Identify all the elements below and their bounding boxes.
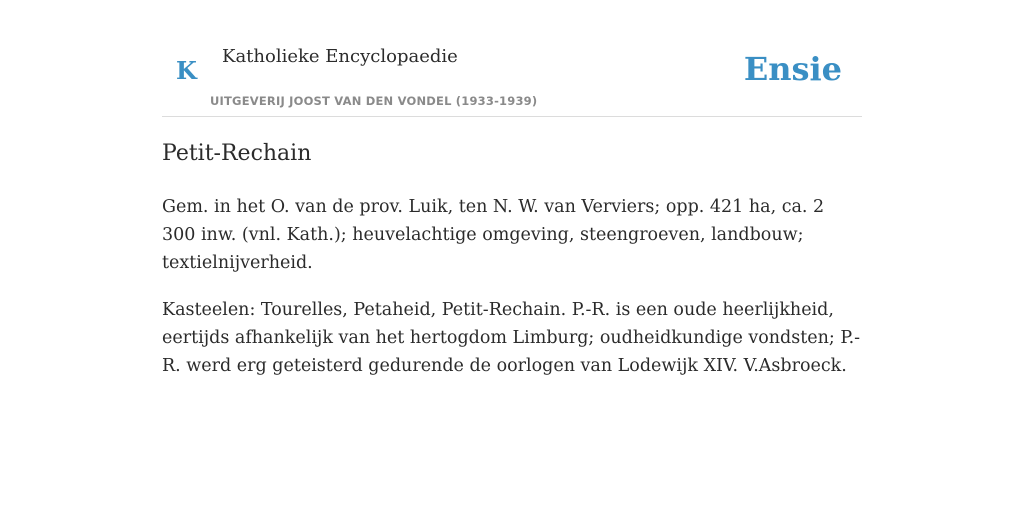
page-header <box>162 30 862 117</box>
ensie-logo-link[interactable]: Ensie <box>743 50 842 88</box>
article-title: Petit-Rechain <box>162 141 312 166</box>
publisher-subtitle: UITGEVERIJ JOOST VAN DEN VONDEL (1933-1939) <box>210 94 538 108</box>
encyclopedia-logo-k[interactable]: K <box>176 56 197 85</box>
article-paragraph: Kasteelen: Tourelles, Petaheid, Petit-Rechain. P.-R. is een oude heerlijkheid, eertijds afhankelijk van het hertogdom Limburg; oudheidkundige vondsten; P.-R. werd erg geteisterd gedurende de oorlogen van Lodewijk XIV. V.Asbroeck. <box>162 300 861 376</box>
article-body <box>162 138 862 399</box>
encyclopedia-title-link[interactable]: Katholieke Encyclopaedie <box>222 46 458 67</box>
article-paragraph: Gem. in het O. van de prov. Luik, ten N. W. van Verviers; opp. 421 ha, ca. 2 300 inw. (vnl. Kath.); heuvelachtige omgeving, steengroeven, landbouw; textielnijverheid. <box>162 197 825 273</box>
